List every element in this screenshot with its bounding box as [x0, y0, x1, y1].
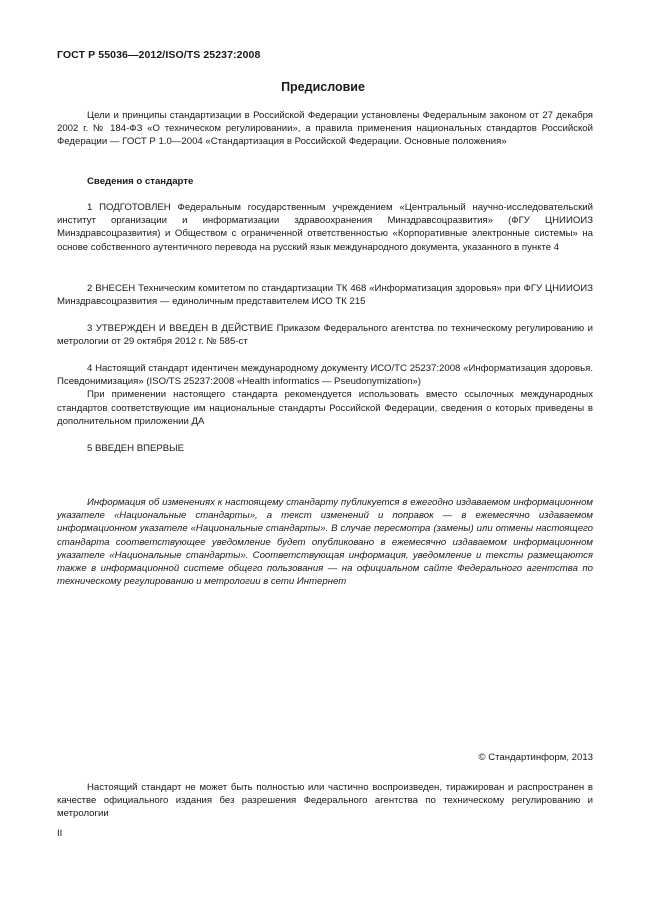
- standard-info-item-2: 2 ВНЕСЕН Техническим комитетом по стандартизации ТК 468 «Информатизация здоровья» при ФГУ ЦНИИОИЗ Минздравсоцразвития — единоличным представителем ИСО ТК 215: [57, 283, 593, 308]
- standard-info-item-4: 4 Настоящий стандарт идентичен международному документу ИСО/ТС 25237:2008 «Информатизация здоровья. Псевдонимизация» (ISO/TS 25237:2008 «Health informatics — Pseudonymization»): [57, 363, 593, 388]
- changes-notice-block: [57, 496, 593, 588]
- standard-info-item-4-note: При применении настоящего стандарта рекомендуется использовать вместо ссылочных международных стандартов соответствующие им национальные стандарты Российской Федерации, сведения о которых приведены в дополнительном приложении ДА: [57, 389, 593, 427]
- standard-info-item-3: 3 УТВЕРЖДЕН И ВВЕДЕН В ДЕЙСТВИЕ Приказом Федерального агентства по техническому регулированию и метрологии от 29 октября 2012 г. № 585-ст: [57, 323, 593, 348]
- standard-info-item-5: 5 ВВЕДЕН ВПЕРВЫЕ: [87, 443, 185, 454]
- standard-info-item-2-block: [57, 282, 593, 308]
- standard-info-item-4-block: [57, 362, 593, 428]
- preface-title: Предисловие: [281, 80, 365, 94]
- standard-info-heading-block: [57, 175, 593, 188]
- document-code-header: ГОСТ Р 55036—2012/ISO/TS 25237:2008: [57, 49, 261, 61]
- standard-info-heading: Сведения о стандарте: [87, 176, 194, 187]
- standard-info-item-1-block: [57, 201, 593, 254]
- changes-notice: Информация об изменениях к настоящему стандарту публикуется в ежегодно издаваемом информационном указателе «Национальные стандарты», а текст изменений и поправок — в ежемесячно издаваемом информационном указателе «Национальные стандарты». В случае пересмотра (замены) или отмены настоящего стандарта соответствующее уведомление будет опубликовано в ежемесячно издаваемом информационном указателе «Национальные стандарты». Соответствующая информация, уведомление и тексты размещаются также в информационной системе общего пользования — на официальном сайте Федерального агентства по техническому регулированию и метрологии в сети Интернет: [57, 497, 593, 588]
- reproduction-notice-block: [57, 781, 593, 821]
- page-number: II: [57, 828, 63, 839]
- copyright-line: © Стандартинформ, 2013: [478, 752, 593, 763]
- standard-info-item-3-block: [57, 322, 593, 348]
- reproduction-notice: Настоящий стандарт не может быть полностью или частично воспроизведен, тиражирован и распространен в качестве официального издания без разрешения Федерального агентства по техническому регулированию и метрологии: [57, 782, 593, 820]
- preface-intro-block: [57, 109, 593, 149]
- standard-info-item-1: 1 ПОДГОТОВЛЕН Федеральным государственным учреждением «Центральный научно-исследовательский институт организации и информатизации здравоохранения Минздравсоцразвития» (ФГУ ЦНИИОИЗ Минздравсоцразвития) и Обществом с ограниченной ответственностью «Корпоративные электронные системы» на основе собственного аутентичного перевода на русский язык международного документа, указанного в пункте 4: [57, 202, 593, 253]
- preface-intro: Цели и принципы стандартизации в Российской Федерации установлены Федеральным законом от 27 декабря 2002 г. № 184-ФЗ «О техническом регулировании», а правила применения национальных стандартов Российской Федерации — ГОСТ Р 1.0—2004 «Стандартизация в Российской Федерации. Основные положения»: [57, 110, 593, 148]
- standard-info-item-5-block: [57, 442, 593, 455]
